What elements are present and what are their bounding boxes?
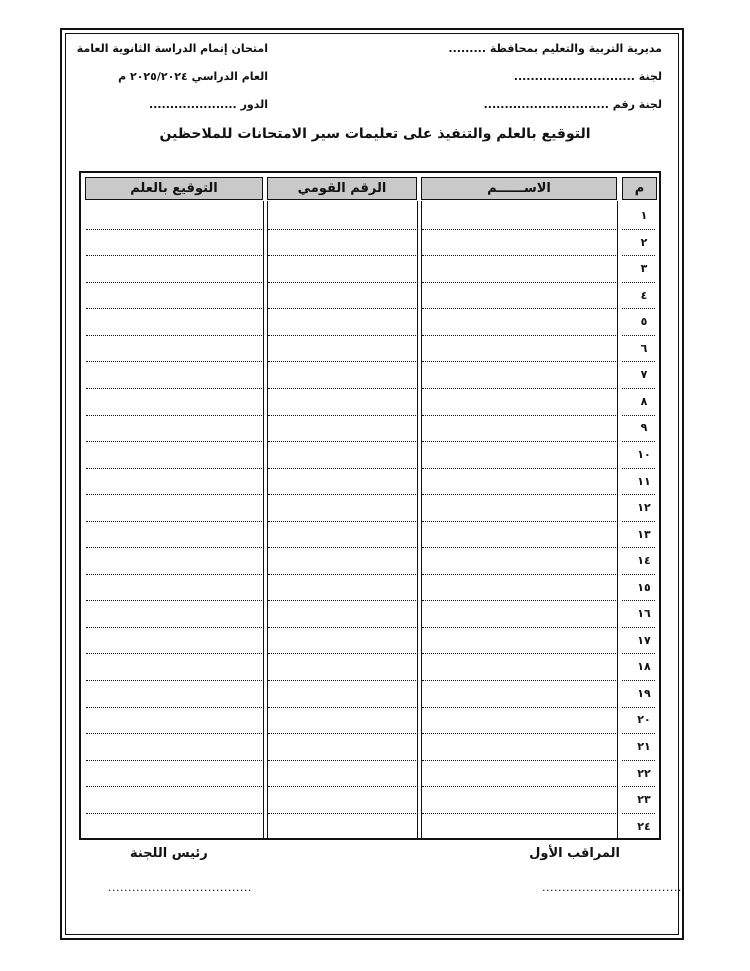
signature-cell [86,654,262,681]
observers-table [79,171,661,840]
table-row [81,707,659,734]
row-number: ٤ [640,288,648,302]
national-id-cell [268,309,416,336]
name-cell [422,575,616,602]
national-id-cell [268,336,416,363]
row-number: ٢١ [637,740,651,753]
national-id-cell [268,283,416,310]
table-row [81,203,659,230]
signature-cell [86,495,262,522]
row-number: ١٣ [637,527,651,541]
row-number: ١٤ [637,554,651,568]
row-number: ٢٢ [637,766,651,780]
signature-cell [86,336,262,363]
dotted-line [268,839,416,840]
row-number: ٣ [640,262,648,276]
row-number: ٦ [640,341,648,355]
row-number: ١٧ [637,633,651,647]
row-number: ١٨ [637,660,651,674]
name-cell [422,601,616,628]
row-number: ١ [640,209,648,222]
name-cell [422,309,616,336]
table-row [81,415,659,442]
table-row [81,601,659,628]
directorate-line: مديرية التربية والتعليم بمحافظة ......... [448,42,662,55]
name-cell [422,495,616,522]
national-id-cell [268,707,416,734]
table-row [81,442,659,469]
signature-cell [86,362,262,389]
name-cell [422,548,616,575]
committee-number-line: لجنة رقم .............................. [483,98,662,111]
signature-cell [86,707,262,734]
national-id-cell [268,442,416,469]
dotted-line [422,839,616,840]
row-number: ٢٤ [637,819,651,833]
table-row [81,309,659,336]
session-line: الدور ..................... [148,98,268,111]
committee-head-label: رئيس اللجنة [130,846,208,861]
table-row [81,469,659,496]
row-number: ٥ [640,315,648,329]
academic-year: العام الدراسي ٢٠٢٥/٢٠٢٤ م [118,70,268,83]
name-cell [422,628,616,655]
table-row [81,362,659,389]
name-cell [422,203,616,230]
row-number: ١٩ [637,686,651,700]
row-number: ٢٣ [637,793,651,807]
signature-cell [86,575,262,602]
name-cell [422,362,616,389]
national-id-cell [268,522,416,549]
table-row [81,522,659,549]
first-observer-label: المراقب الأول [529,846,620,861]
national-id-cell [268,654,416,681]
national-id-cell [268,575,416,602]
column-header-signature: التوقيع بالعلم [85,177,263,200]
table-row [81,814,659,841]
number-cell-underline [622,839,655,840]
national-id-cell [268,362,416,389]
national-id-cell [268,628,416,655]
signature-cell [86,601,262,628]
name-cell [422,336,616,363]
table-row [81,548,659,575]
national-id-cell [268,203,416,230]
signature-cell [86,283,262,310]
name-cell [422,256,616,283]
signature-cell [86,203,262,230]
national-id-cell [268,734,416,761]
name-cell [422,681,616,708]
table-row [81,256,659,283]
table-row [81,681,659,708]
signature-cell [86,548,262,575]
dotted-line [86,839,262,840]
table-row [81,787,659,814]
signature-cell [86,734,262,761]
committee-line: لجنة ............................. [513,70,662,83]
national-id-cell [268,787,416,814]
table-row [81,230,659,257]
row-number: ٢٠ [637,713,651,727]
signature-cell [86,469,262,496]
page-title: التوقيع بالعلم والتنفيذ على تعليمات سير الامتحانات للملاحظين [159,126,591,142]
table-row [81,283,659,310]
national-id-cell [268,601,416,628]
table-row [81,654,659,681]
table-row [81,734,659,761]
row-number: ٩ [640,421,648,435]
table-row [81,495,659,522]
name-cell [422,707,616,734]
row-number: ١٦ [637,607,651,621]
name-cell [422,814,616,841]
committee-head-signature-line: .................................... [108,881,252,894]
column-header-name: الاســــــم [421,177,617,200]
national-id-cell [268,814,416,841]
name-cell [422,283,616,310]
row-number: ١٥ [637,580,651,594]
signature-cell [86,309,262,336]
name-cell [422,787,616,814]
national-id-cell [268,230,416,257]
table-row [81,575,659,602]
national-id-cell [268,256,416,283]
name-cell [422,734,616,761]
table-row [81,628,659,655]
name-cell [422,415,616,442]
row-number: ٢ [640,235,648,249]
row-number: ١٠ [637,447,651,461]
signature-cell [86,628,262,655]
name-cell [422,654,616,681]
signature-cell [86,814,262,841]
signature-cell [86,389,262,416]
national-id-cell [268,415,416,442]
signature-cell [86,256,262,283]
national-id-cell [268,761,416,788]
national-id-cell [268,548,416,575]
row-number: ١٢ [637,501,651,515]
column-header-number: م [622,177,657,200]
signature-cell [86,415,262,442]
table-row [81,336,659,363]
row-number: ٧ [640,368,648,382]
name-cell [422,522,616,549]
exam-name: امتحان إتمام الدراسة الثانوية العامة [76,42,268,55]
name-cell [422,469,616,496]
row-number: ٨ [640,394,648,408]
national-id-cell [268,389,416,416]
name-cell [422,442,616,469]
table-row [81,389,659,416]
signature-cell [86,230,262,257]
name-cell [422,761,616,788]
national-id-cell [268,681,416,708]
signature-cell [86,787,262,814]
national-id-cell [268,495,416,522]
signature-cell [86,761,262,788]
signature-cell [86,681,262,708]
name-cell [422,389,616,416]
first-observer-signature-line: ................................... [542,881,682,894]
signature-cell [86,442,262,469]
table-row [81,761,659,788]
row-number: ١١ [637,474,651,488]
name-cell [422,230,616,257]
national-id-cell [268,469,416,496]
signature-cell [86,522,262,549]
column-header-national-id: الرقم القومي [267,177,417,200]
